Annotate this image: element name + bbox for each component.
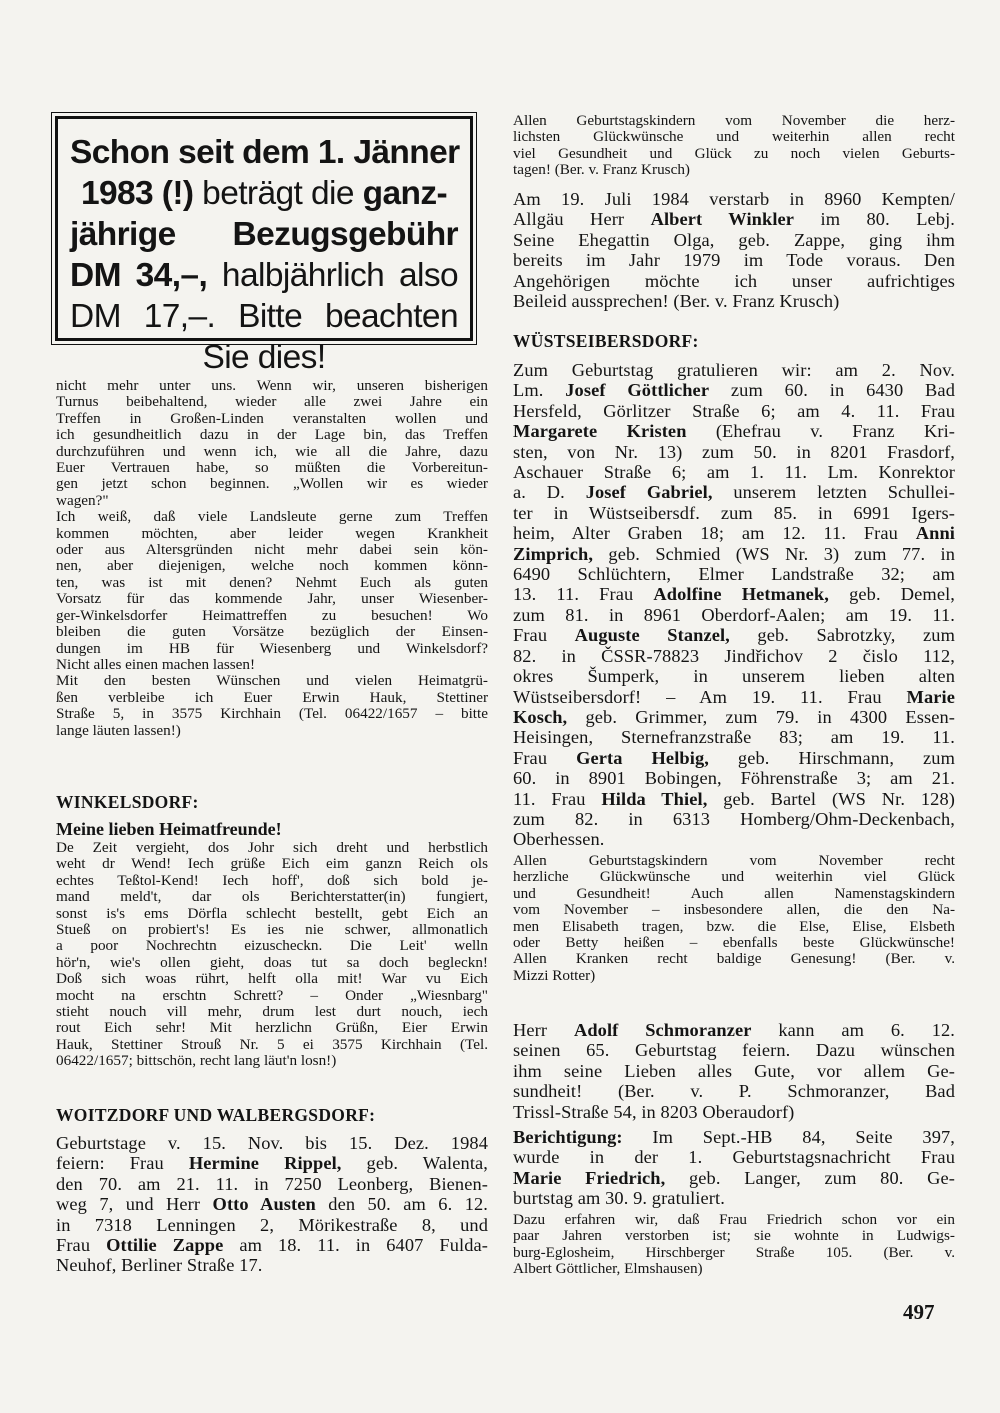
winkelsdorf-dialect-paragraph: [56, 840, 488, 1070]
person-name: Adolf Schmoranzer: [573, 1020, 752, 1040]
correction-paragraph: Berichtigung: Im Sept.-HB 84, Seite 397, wurde in der 1. Geburtstagsnachricht Frau Marie Friedrich, geb. Langer, zum 80. Ge- burtstag am 30. 9. gratuliert.: [513, 1127, 955, 1209]
text-line: ßen verbleibe ich Euer Erwin Hauk, Stettiner: [56, 689, 488, 706]
rotter-greetings-paragraph: [513, 853, 955, 984]
notice-line-6: Sie dies!: [202, 339, 326, 376]
notice-line-5: DM 17,–. Bitte beachten: [70, 298, 458, 335]
schmoranzer-birthday-paragraph: Herr Adolf Schmoranzer kann am 6. 12. seinen 65. Geburtstag feiern. Dazu wünschen ihm seine Lieben alles Gute, vor allem Ge- sundheit! (Ber. v. P. Schmoranzer, Bad Trissl-Straße 54, in 8203 Oberaudorf): [513, 1020, 955, 1122]
text-line: Doß sich woas rührt, helft olla mit! War vu Eich: [56, 971, 488, 988]
person-name: Auguste Stanzel,: [574, 625, 730, 646]
krusch-greetings-paragraph: [513, 113, 955, 179]
text-line: paar Jahren verstorben ist; sie wohnte in Ludwigs-: [513, 1228, 955, 1245]
woitzdorf-birthdays-paragraph: Geburtstage v. 15. Nov. bis 15. Dez. 1984 feiern: Frau Hermine Rippel, geb. Walenta, den 70. am 21. 11. in 7250 Leonberg, Bienen- weg 7, und Herr Otto Austen den 50. am 6. 12. in 7318 Lenningen 2, Mörikestraße 8, und Frau Ottilie Zappe am 18. 11. in 6407 Fulda- Neuhof, Berliner Straße 17.: [56, 1133, 488, 1276]
notice-line-1: Schon seit dem 1. Jänner: [70, 134, 460, 171]
text-line: burg-Eglosheim, Hirschberger Straße 105. (Ber. v.: [513, 1244, 955, 1261]
text-line: rout Eich sehr! Mit herzlichn Grüßn, Eier Erwin: [56, 1020, 488, 1037]
text-line: ger-Winkelsdorfer Heimattreffen zu besuchen! Wo: [56, 607, 488, 624]
person-name: Zimprich,: [513, 543, 594, 564]
text-line: oder Betty heißen – ebenfalls beste Glückwünsche!: [513, 935, 955, 952]
text-line: 06422/1657; bittschön, recht lang läut'n losn!): [56, 1053, 337, 1070]
text-line: ich gesundheitlich dazu in der Lage bin, das Treffen: [56, 427, 488, 444]
text-line: De Zeit vergieht, dos Johr sich dreht und herbstlich: [56, 840, 488, 856]
text-line: Euer Vertrauen habe, so müßten die Vorbereitun-: [56, 460, 488, 477]
person-name: Kosch,: [513, 706, 568, 727]
text-line: Stueß on probiert's! Es ies nie schwer, allmonatlich: [56, 922, 488, 939]
heading-woitzdorf-walbergsdorf: WOITZDORF UND WALBERGSDORF:: [56, 1105, 376, 1125]
text-line: lichsten Glückwünsche und weiterhin allen recht: [513, 129, 955, 146]
text-line: viel Gesundheit und Glück zu noch vielen Geburts-: [513, 145, 955, 162]
person-name: Gerta Helbig,: [576, 747, 709, 768]
text-line: Turnus beibehaltend, wieder alle zwei Jahre ein: [56, 394, 488, 411]
text-line: sonst is's ems Dörfla schlecht bestellt, gebt Eich an: [56, 905, 488, 922]
text-line: Allen Geburtstagskindern vom November recht: [513, 853, 955, 869]
text-line: dungen im HB für Wiesenberg und Winkelsdorf?: [56, 640, 488, 657]
person-name: Josef Göttlicher: [565, 380, 710, 401]
text-line: Seine Ehegattin Olga, geb. Zappe, ging ihm: [513, 229, 955, 250]
text-line: Hauk, Stettiner Strouß Nr. 5 ei 3575 Kirchhain (Tel.: [56, 1036, 488, 1053]
text-line: bleiben die guten Vorsätze bezüglich der Einsen-: [56, 624, 488, 641]
notice-line-4: DM 34,–, halbjährlich also: [70, 257, 458, 294]
text-line: Angehörigen möchte ich unser aufrichtiges: [513, 270, 955, 291]
text-line: ten, was ist mit denen? Nehmt Euch als guten: [56, 574, 488, 591]
text-line: Mit den besten Wünschen und vielen Heimatgrü-: [56, 673, 488, 690]
hauk-letter-block: [56, 378, 488, 739]
text-line: men Elisabeth tragen, bzw. die Else, Elise, Elsbeth: [513, 918, 955, 935]
text-line: gen jetzt schon beginnen. „Wollen wir es wieder: [56, 476, 488, 493]
text-line: Treffen in Großen-Linden veranstalten wollen und: [56, 410, 488, 427]
text-line: Ich weiß, daß viele Landsleute gerne zum Treffen: [56, 509, 488, 526]
notice-line-3: jährige Bezugsgebühr: [70, 216, 458, 253]
text-line: und Gesundheit! Auch allen Namenstagskindern: [513, 885, 955, 902]
hauk-paragraph-2: [56, 509, 488, 673]
text-line: kommen möchten, aber leider wegen Krankheit: [56, 525, 488, 542]
person-name: Marie Friedrich,: [513, 1167, 666, 1188]
text-line: Nicht alles einen machen lassen!: [56, 656, 256, 673]
correction-label: Berichtigung:: [513, 1127, 623, 1147]
text-line: nicht mehr unter uns. Wenn wir, unseren bisherigen: [56, 378, 488, 394]
text-line: Allen Kranken recht baldige Genesung! (Ber. v.: [513, 951, 955, 968]
person-name: Otto Austen: [212, 1194, 316, 1215]
person-name: Marie: [906, 686, 955, 707]
text-line: lange läuten lassen!): [56, 722, 181, 739]
text-line: weht dr Wend! Iech grüße Eich eim ganzn Reich ols: [56, 856, 488, 873]
text-line: stieht nouch vill mehr, drum lest durt nouch, iech: [56, 1004, 488, 1021]
person-name: Albert Winkler: [650, 209, 795, 230]
text-line: Mizzi Rotter): [513, 967, 596, 984]
text-line: oder aus Altersgründen nicht mehr dabei sein kön-: [56, 542, 488, 559]
person-name: Ottilie Zappe: [106, 1235, 224, 1256]
text-line: herzliche Glückwünsche und weiterhin viel Glück: [513, 869, 955, 886]
goettlicher-note-paragraph: [513, 1212, 955, 1278]
text-line: mand meld't, dar ols Berichterstatter(in) fungiert,: [56, 889, 488, 906]
text-line: echtes Teßtol-Kend! Iech hoff', doß sich bold je-: [56, 872, 488, 889]
notice-line-2: 1983 (!) beträgt die ganz-: [80, 175, 448, 212]
hauk-paragraph-1: [56, 378, 488, 509]
text-line: nen, aber diejenigen, welche noch kommen könn-: [56, 558, 488, 575]
person-name: Margarete Kristen: [513, 421, 687, 442]
hauk-paragraph-3: [56, 673, 488, 739]
heading-winkelsdorf: WINKELSDORF:: [56, 792, 199, 812]
text-line: a poor Nochrechtn eizuscheckn. Die Leit' welln: [56, 938, 488, 955]
text-line: mocht na erschtn Schrett? – Onder „Wiesnbarg": [56, 987, 488, 1004]
text-line: Straße 5, in 3575 Kirchhain (Tel. 06422/1657 – bitte: [56, 706, 488, 723]
text-line: hör'n, wie's ollen gieht, doas tut sa doch begleckn!: [56, 954, 488, 971]
text-line: vom November – insbesondere allen, die den Na-: [513, 902, 955, 919]
text-line: Dazu erfahren wir, daß Frau Friedrich schon vor ein: [513, 1212, 955, 1228]
text-line: Beileid aussprechen! (Ber. v. Franz Krusch): [513, 291, 840, 312]
text-line: bereits im Jahr 1979 im Tode voraus. Den: [513, 250, 955, 271]
text-line: durchzuführen und wenn ich, wie all die Jahre, dazu: [56, 443, 488, 460]
person-name: Hilda Thiel,: [601, 788, 708, 809]
winkler-obituary-paragraph: Am 19. Juli 1984 verstarb in 8960 Kempten/ Allgäu Herr Albert Winkler im 80. Lebj. Seine Ehegattin Olga, geb. Zappe, ging ihm bereits im Jahr 1979 im Tode voraus. Den Angehörigen möchte ich unser aufrichtiges Beileid aussprechen! (Ber. v. Franz Krusch): [513, 189, 955, 312]
text-line: Vorsatz für das kommende Jahr, unser Wiesenber-: [56, 591, 488, 608]
page-number: 497: [903, 1300, 935, 1324]
text-line: Allen Geburtstagskindern vom November die herz-: [513, 113, 955, 129]
person-name: Adolfine Hetmanek,: [653, 584, 829, 605]
person-name: Josef Gabriel,: [585, 482, 713, 503]
heading-wuestseibersdorf: WÜSTSEIBERSDORF:: [513, 331, 699, 351]
text-line: Albert Göttlicher, Elmshausen): [513, 1261, 703, 1278]
text-line: wagen?": [56, 492, 109, 509]
wuestseibersdorf-birthdays-paragraph: Zum Geburtstag gratulieren wir: am 2. Nov. Lm. Josef Göttlicher zum 60. in 6430 Bad Hersfeld, Görlitzer Straße 6; am 4. 11. Frau Margarete Kristen (Ehefrau v. Franz Kri- sten, von Nr. 13) zum 50. in 8201 Frasdorf, Aschauer Straße 6; am 1. 11. Lm. Konrektor a. D. Josef Gabriel, unserem letzten Schullei- ter in Wüstseibersdf. zum 85. in 6991 Igers- heim, Alter Graben 18; am 12. 11. Frau Anni Zimprich, geb. Schmied (WS Nr. 3) zum 77. in 6490 Schlüchtern, Elmer Landstraße 32; am 13. 11. Frau Adolfine Hetmanek, geb. Demel, zum 81. in 8961 Oberdorf-Aalen; am 19. 11. Frau Auguste Stanzel, geb. Sabrotzky, zum 82. in ČSSR-78823 Jindřichov 2 čislo 112, okres Šumperk, in unserem lieben alten Wüstseibersdorf! – Am 19. 11. Frau Marie Kosch, geb. Grimmer, zum 79. in 4300 Essen- Heisingen, Sternefranzstraße 83; am 19. 11. Frau Gerta Helbig, geb. Hirschmann, zum 60. in 8901 Bobingen, Föhrenstraße 3; am 21. 11. Frau Hilda Thiel, geb. Bartel (WS Nr. 128) zum 82. in 6313 Homberg/Ohm-Deckenbach, Oberhessen.: [513, 360, 955, 850]
person-name: Anni: [915, 523, 955, 544]
subscription-notice-box: [55, 116, 473, 376]
text-line: tagen! (Ber. v. Franz Krusch): [513, 162, 690, 179]
person-name: Hermine Rippel,: [188, 1153, 342, 1174]
subheading-heimatfreunde: Meine lieben Heimatfreunde!: [56, 819, 282, 839]
